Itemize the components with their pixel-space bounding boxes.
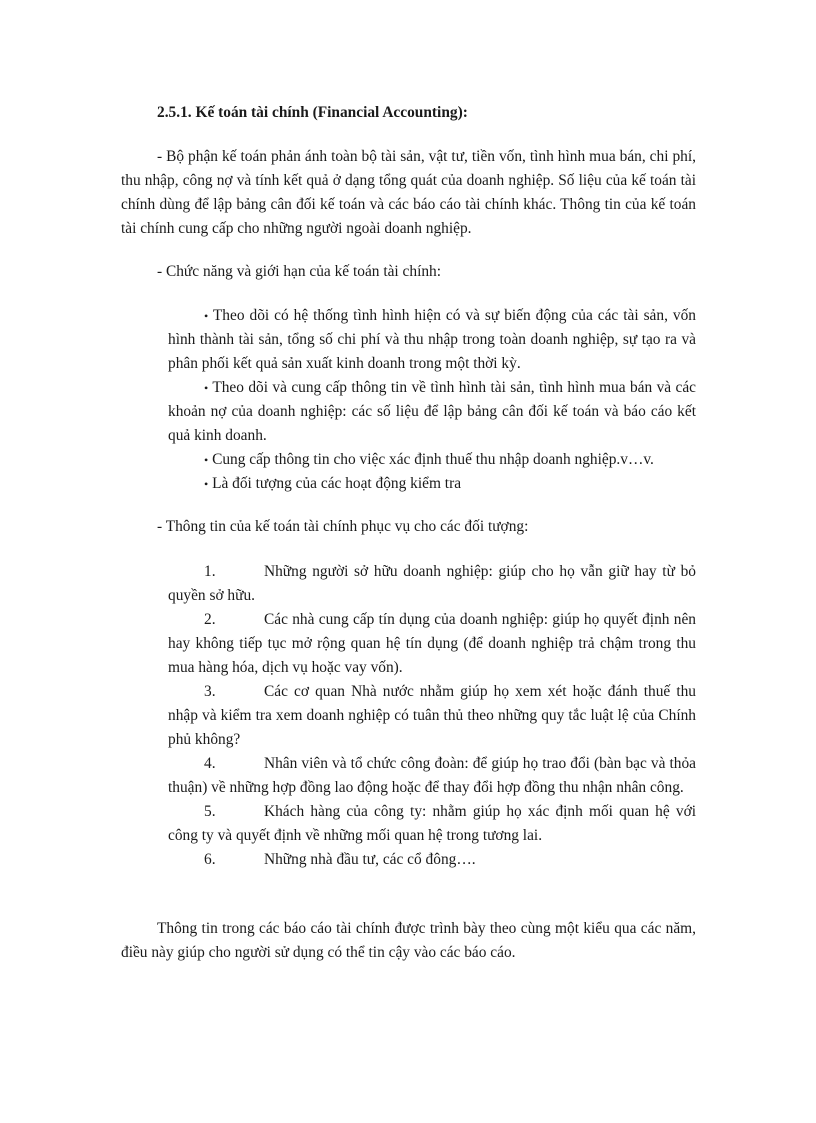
bullet-dot: • <box>204 477 209 491</box>
item-number: 1. <box>204 563 216 580</box>
bullet-dot: • <box>204 309 209 323</box>
section-heading: 2.5.1. Kế toán tài chính (Financial Accounting): <box>157 104 468 121</box>
item-text: Khách hàng của công ty: nhằm giúp họ xác định mối quan hệ với công ty và quyết định về những mối quan hệ trong tương lai. <box>168 803 696 844</box>
item-text: Các cơ quan Nhà nước nhằm giúp họ xem xét hoặc đánh thuế thu nhập và kiểm tra xem doanh nghiệp có tuân thủ theo những quy tắc luật lệ của Chính phủ không? <box>168 683 696 748</box>
paragraph-conclusion: Thông tin trong các báo cáo tài chính được trình bày theo cùng một kiểu qua các năm, điều này giúp cho người sử dụng có thể tin cậy vào các báo cáo. <box>121 920 696 961</box>
bullet-item <box>168 376 696 448</box>
numbered-item <box>168 680 696 752</box>
numbered-item <box>168 608 696 680</box>
item-text: Những nhà đầu tư, các cổ đông…. <box>264 851 476 868</box>
bullet-text: Theo dõi có hệ thống tình hình hiện có và sự biến động của các tài sản, vốn hình thành tài sản, tổng số chi phí và thu nhập trong toàn doanh nghiệp, sự tạo ra và phân phối kết quả sản xuất kinh doanh trong một thời kỳ. <box>168 307 696 372</box>
bullet-text: Cung cấp thông tin cho việc xác định thuế thu nhập doanh nghiệp.v…v. <box>212 451 654 468</box>
bullet-dot: • <box>204 381 209 395</box>
item-text: Nhân viên và tổ chức công đoàn: để giúp họ trao đổi (bàn bạc và thỏa thuận) về những hợp đồng lao động hoặc để thay đổi hợp đồng thu nhận nhân công. <box>168 755 696 796</box>
item-text: Những người sở hữu doanh nghiệp: giúp cho họ vẫn giữ hay từ bỏ quyền sở hữu. <box>168 563 696 604</box>
item-number: 5. <box>204 803 216 820</box>
item-number: 2. <box>204 611 216 628</box>
numbered-item <box>168 800 696 848</box>
bullet-list <box>168 304 696 496</box>
item-text: Các nhà cung cấp tín dụng của doanh nghiệp: giúp họ quyết định nên hay không tiếp tục mở rộng quan hệ tín dụng (để doanh nghiệp trả chậm trong thu mua hàng hóa, dịch vụ hoặc vay vốn). <box>168 611 696 676</box>
numbered-item <box>168 560 696 608</box>
bullet-dot: • <box>204 453 209 467</box>
numbered-list <box>168 560 696 872</box>
numbered-item <box>168 752 696 800</box>
bullet-item <box>168 472 696 496</box>
bullet-text: Là đối tượng của các hoạt động kiểm tra <box>212 475 462 492</box>
paragraph-functions-intro: - Chức năng và giới hạn của kế toán tài chính: <box>157 263 442 280</box>
paragraph-audience-intro: - Thông tin của kế toán tài chính phục vụ cho các đối tượng: <box>157 518 529 535</box>
item-number: 3. <box>204 683 216 700</box>
item-number: 6. <box>204 851 216 868</box>
bullet-item <box>168 304 696 376</box>
numbered-item <box>168 848 696 872</box>
paragraph-overview: - Bộ phận kế toán phản ánh toàn bộ tài sản, vật tư, tiền vốn, tình hình mua bán, chi phí, thu nhập, công nợ và tính kết quả ở dạng tổng quát của doanh nghiệp. Số liệu của kế toán tài chính dùng để lập bảng cân đối kế toán và các báo cáo tài chính khác. Thông tin của kế toán tài chính cung cấp cho những người ngoài doanh nghiệp. <box>121 148 696 237</box>
bullet-item <box>168 448 696 472</box>
bullet-text: Theo dõi và cung cấp thông tin về tình hình tài sản, tình hình mua bán và các khoản nợ của doanh nghiệp: các số liệu để lập bảng cân đối kế toán và báo cáo kết quả kinh doanh. <box>168 379 696 444</box>
item-number: 4. <box>204 755 216 772</box>
